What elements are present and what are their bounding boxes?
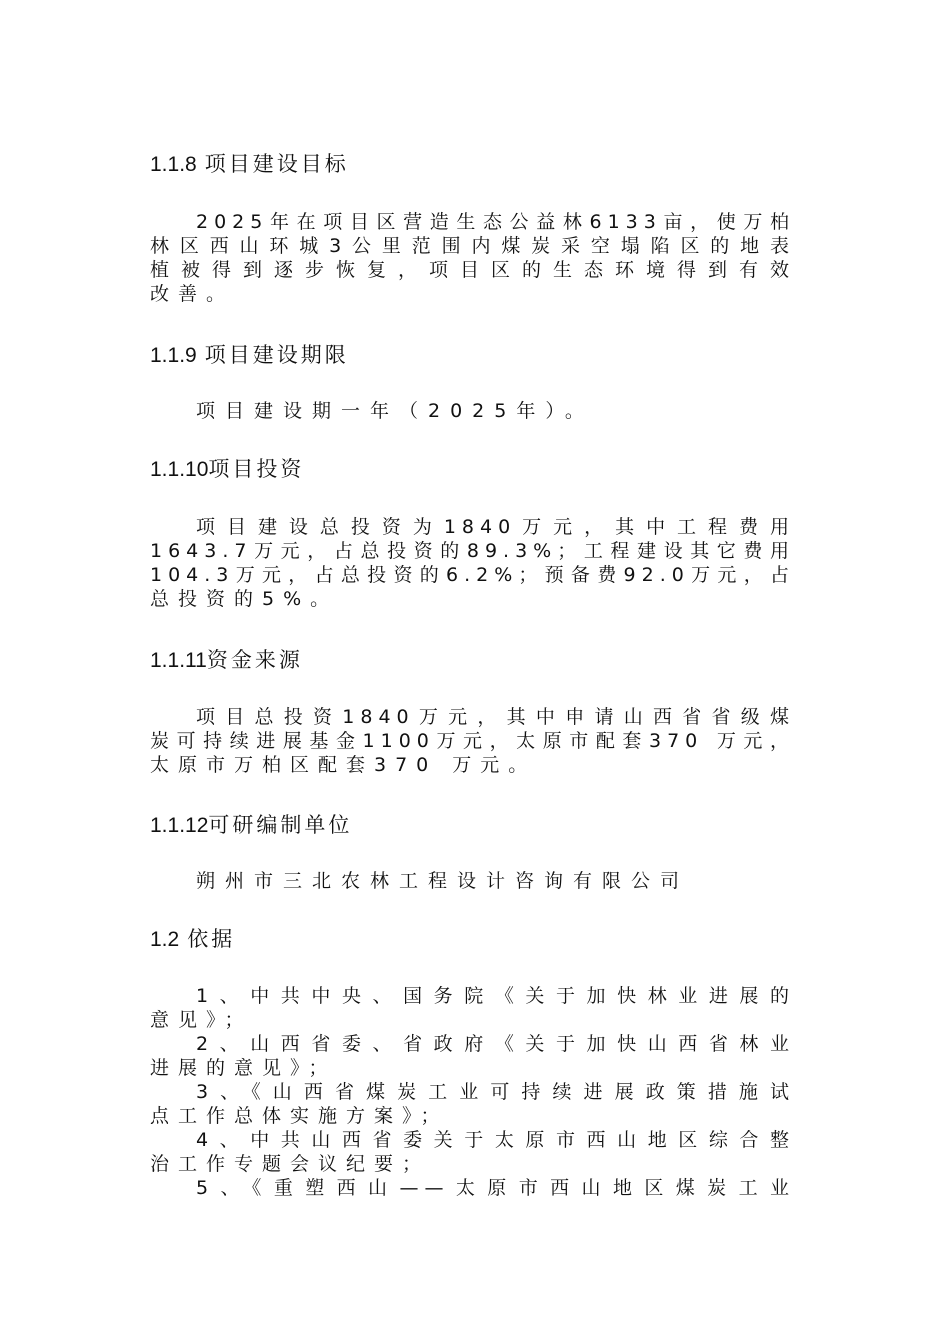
list-item-continuation: 进展的意见》；	[150, 1057, 337, 1079]
section-number: 1.1.11	[150, 649, 207, 672]
paragraph-line: 太原市万柏区配套370 万元。	[150, 754, 537, 776]
list-item-continuation: 意见》；	[150, 1009, 253, 1031]
section-title: 可研编制单位	[208, 813, 353, 837]
section-heading-1-2	[150, 926, 235, 953]
section-number: 1.1.8	[150, 153, 197, 176]
list-item: 2、山西省委、省政府《关于加快山西省林业	[196, 1033, 795, 1055]
paragraph-line: 1643.7万元，占总投资的89.3%；工程建设其它费用	[150, 540, 795, 562]
list-item: 4、中共山西省委关于太原市西山地区综合整	[196, 1129, 795, 1151]
paragraph-line: 改善。	[150, 283, 235, 305]
list-item: 5、《重塑西山——太原市西山地区煤炭工业	[196, 1177, 795, 1199]
paragraph-line: 项目建设总投资为1840万元，其中工程费用	[196, 516, 795, 538]
section-heading-1-1-9	[150, 342, 349, 369]
section-title: 项目投资	[208, 457, 305, 481]
paragraph-project-goal	[150, 210, 795, 306]
paragraph-basis-list	[150, 984, 795, 1200]
paragraph-line: 林区西山环城3公里范围内煤炭采空塌陷区的地表	[150, 235, 795, 257]
section-number: 1.1.9	[150, 344, 197, 367]
section-title: 依据	[187, 927, 236, 951]
paragraph-line: 项目总投资1840万元，其中申请山西省省级煤	[196, 706, 795, 728]
section-title: 资金来源	[206, 648, 303, 672]
paragraph-line: 植被得到逐步恢复，项目区的生态环境得到有效	[150, 259, 795, 281]
paragraph-compiling-unit: 朔州市三北农林工程设计咨询有限公司	[196, 870, 690, 892]
paragraph-line: 104.3万元，占总投资的6.2%；预备费92.0万元，占	[150, 564, 795, 586]
paragraph-line: 2025年在项目区营造生态公益林6133亩，使万柏	[196, 211, 795, 233]
section-heading-1-1-8	[150, 151, 349, 178]
paragraph-funding-source	[150, 705, 795, 777]
section-title: 项目建设期限	[204, 343, 349, 367]
paragraph-construction-period: 项目建设期一年（2025年）。	[196, 400, 594, 422]
section-number: 1.1.12	[150, 814, 209, 837]
section-number: 1.2	[150, 928, 180, 951]
section-heading-1-1-10	[150, 456, 304, 483]
section-number: 1.1.10	[150, 458, 209, 481]
section-heading-1-1-12	[150, 812, 352, 839]
list-item-continuation: 治工作专题会议纪要；	[150, 1153, 431, 1175]
list-item-continuation: 点工作总体实施方案》；	[150, 1105, 449, 1127]
list-item: 3、《山西省煤炭工业可持续进展政策措施试	[196, 1081, 795, 1103]
list-item: 1、中共中央、国务院《关于加快林业进展的	[196, 985, 795, 1007]
paragraph-line: 炭可持续进展基金1100万元，太原市配套370 万元，	[150, 730, 795, 752]
section-heading-1-1-11	[150, 647, 303, 674]
section-title: 项目建设目标	[204, 152, 349, 176]
paragraph-investment	[150, 515, 795, 611]
paragraph-line: 总投资的5%。	[150, 588, 339, 610]
